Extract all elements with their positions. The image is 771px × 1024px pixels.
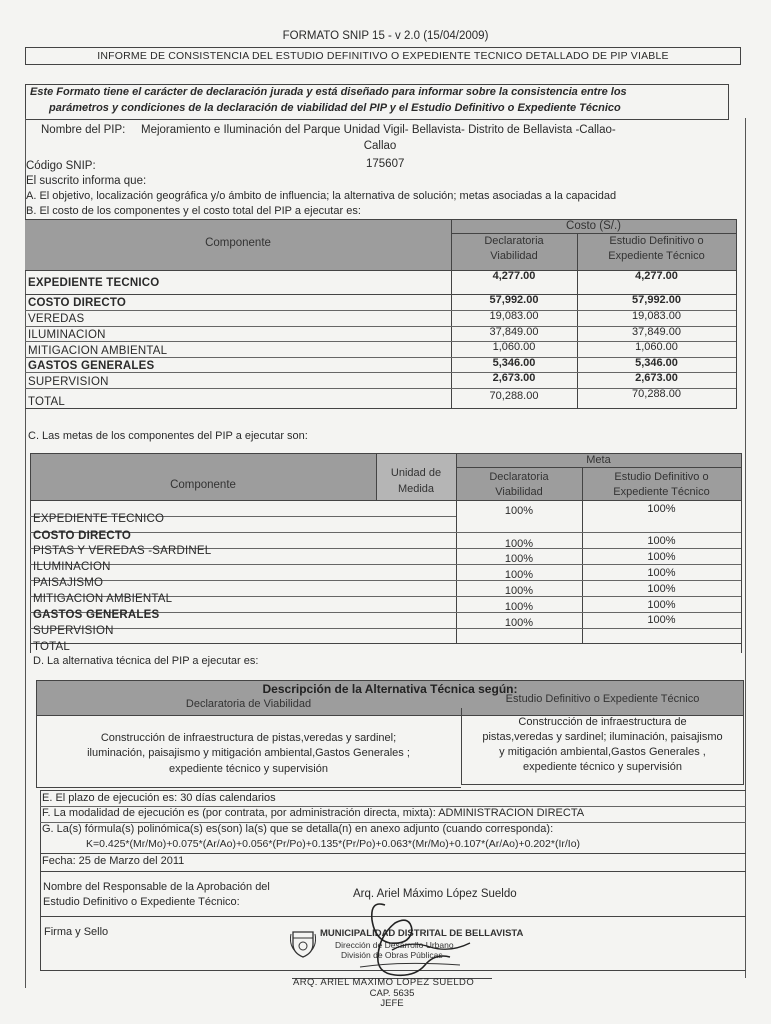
item-a-text: A. El objetivo, localización geográfica y/o ámbito de influencia; la alternativa de solución; metas asociadas a la capacidad [26, 190, 617, 202]
alternative-decl-line-1: Construcción de infraestructura de pistas,veredas y sardinel; [100, 732, 397, 744]
report-title-box [25, 47, 741, 65]
goals-row-decl: 100% [504, 538, 534, 550]
stamp-cap: CAP. 5635 [369, 988, 415, 999]
cost-col-est-1: Estudio Definitivo o [609, 235, 704, 247]
informs-text: El suscrito informa que: [26, 175, 147, 187]
alternative-decl-line-2: iluminación, paisajismo y mitigación ambiental,Gastos Generales ; [87, 747, 410, 759]
goals-row-label: GASTOS GENERALES [33, 609, 160, 621]
cost-row-label: EXPEDIENTE TECNICO [28, 277, 160, 289]
responsible-label-2: Estudio Definitivo o Expediente Técnico: [43, 896, 240, 908]
goals-col-unit-2: Medida [397, 483, 435, 495]
goals-row-label: TOTAL [33, 641, 70, 653]
stamp-line-2: Dirección de Desarrollo Urbano [335, 940, 454, 950]
goals-row-decl: 100% [504, 617, 534, 629]
stamp-line-3: División de Obras Públicas [341, 950, 443, 960]
goals-row-est: 100% [647, 535, 676, 547]
goals-col-component: Componente [170, 479, 236, 491]
goals-row-label: SUPERVISION [33, 625, 114, 637]
execution-modality: F. La modalidad de ejecución es (por contrata, por administración directa, mixta): ADMINISTRACION DIRECTA [42, 807, 585, 819]
cost-row-decl: 1,060.00 [492, 341, 536, 353]
cost-row-label: MITIGACION AMBIENTAL [28, 345, 168, 357]
cost-row-label: TOTAL [28, 396, 65, 408]
cost-row-decl: 19,083.00 [489, 310, 539, 322]
goals-row-label: EXPEDIENTE TECNICO [33, 513, 165, 525]
intro-line-2: parámetros y condiciones de la declaración de viabilidad del PIP y el Estudio Definitivo o Expediente Técnico [49, 102, 621, 114]
goals-col-est-2: Expediente Técnico [613, 486, 710, 498]
polynomial-formula: K=0.425*(Mr/Mo)+0.075*(Ar/Ao)+0.056*(Pr/Po)+0.135*(Pr/Po)+0.063*(Mr/Mo)+0.107*(Ar/Ao)+0.202*(Ir/Io) [86, 838, 581, 850]
goals-row-label: PISTAS Y VEREDAS -SARDINEL [33, 545, 212, 557]
cost-col-cost: Costo (S/.) [566, 220, 621, 232]
frame-right [745, 118, 746, 978]
pip-name-label: Nombre del PIP: [41, 124, 126, 136]
responsible-name: Arq. Ariel Máximo López Sueldo [353, 888, 517, 900]
goals-col-decl-2: Viabilidad [495, 486, 543, 498]
cost-row-est: 2,673.00 [635, 372, 678, 384]
cost-row-decl: 4,277.00 [492, 270, 536, 282]
pip-name-line-2: Callao [363, 140, 397, 152]
pip-name-line-1: Mejoramiento e Iluminación del Parque Unidad Vigil- Bellavista- Distrito de Bellavista -Callao- [141, 124, 616, 136]
item-b-text: B. El costo de los componentes y el costo total del PIP a ejecutar es: [26, 205, 361, 217]
goals-row-label: ILUMINACION [33, 561, 111, 573]
goals-row-decl: 100% [504, 585, 534, 597]
alternative-col-decl: Declaratoria de Viabilidad [185, 698, 312, 710]
cost-row-decl: 37,849.00 [489, 326, 539, 338]
cost-col-est-2: Expediente Técnico [608, 250, 705, 262]
goals-col-decl-1: Declaratoria [489, 471, 549, 483]
stamp-role: JEFE [380, 998, 404, 1009]
cost-row-est: 19,083.00 [632, 310, 681, 322]
cost-row-label: SUPERVISION [28, 376, 109, 388]
alternative-intro: D. La alternativa técnica del PIP a ejecutar es: [33, 655, 259, 667]
cost-row-label: ILUMINACION [28, 329, 106, 341]
goals-row-label: MITIGACION AMBIENTAL [33, 593, 173, 605]
polynomial-formula-label: G. La(s) fórmula(s) polinómica(s) es(son) la(s) que se detalla(n) en anexo adjunto (cuando corresponda): [42, 823, 554, 835]
cost-row-est: 57,992.00 [632, 294, 681, 306]
cost-row-est: 37,849.00 [632, 326, 681, 338]
cost-row-label: COSTO DIRECTO [28, 297, 127, 309]
alternative-est-line-4: expediente técnico y supervisión [523, 761, 682, 773]
goals-row-label: PAISAJISMO [33, 577, 104, 589]
cost-row-label: GASTOS GENERALES [28, 360, 155, 372]
cost-row-est: 70,288.00 [632, 388, 681, 400]
cost-row-est: 5,346.00 [635, 357, 678, 369]
goals-header-component-cell [30, 453, 376, 500]
alternative-est-line-1: Construcción de infraestructura de [518, 716, 687, 728]
stamp-name: ARQ. ARIEL MAXIMO LOPEZ SUELDO [293, 977, 475, 988]
goals-col-est-1: Estudio Definitivo o [614, 471, 709, 483]
cost-row-decl: 70,288.00 [489, 390, 539, 402]
alternative-decl-line-3: expediente técnico y supervisión [169, 763, 328, 775]
responsible-label-1: Nombre del Responsable de la Aprobación del [43, 881, 270, 893]
goals-row-decl: 100% [504, 601, 534, 613]
alternative-est-line-2: pistas,veredas y sardinel; iluminación, paisajismo [482, 731, 723, 743]
cost-row-decl: 5,346.00 [492, 357, 536, 369]
goals-intro: C. Las metas de los componentes del PIP a ejecutar son: [28, 430, 308, 442]
snip-code-label: Código SNIP: [26, 160, 96, 172]
execution-term: E. El plazo de ejecución es: 30 días calendarios [42, 792, 276, 804]
cost-col-decl-1: Declaratoria [484, 235, 544, 247]
goals-row-decl: 100% [504, 553, 534, 565]
handwritten-signature [300, 895, 500, 985]
intro-line-1: Este Formato tiene el carácter de declaración jurada y está diseñado para informar sobre la consistencia entre los [30, 86, 627, 98]
goals-row-decl: 100% [504, 505, 534, 517]
goals-row-label: COSTO DIRECTO [33, 530, 132, 542]
cost-row-est: 1,060.00 [635, 341, 678, 353]
format-version: FORMATO SNIP 15 - v 2.0 (15/04/2009) [282, 30, 489, 42]
alternative-table [36, 680, 744, 788]
alternative-col-est: Estudio Definitivo o Expediente Técnico [505, 693, 700, 705]
cost-row-decl: 2,673.00 [492, 372, 536, 384]
snip-code-value: 175607 [366, 158, 405, 170]
cost-col-component: Componente [205, 237, 271, 249]
goals-row-est: 100% [647, 503, 676, 515]
goals-row-est: 100% [647, 551, 676, 563]
report-date: Fecha: 25 de Marzo del 2011 [42, 855, 185, 867]
goals-row-est: 100% [647, 614, 676, 626]
cost-col-decl-2: Viabilidad [490, 250, 538, 262]
goals-col-meta: Meta [586, 454, 611, 466]
goals-row-est: 100% [647, 567, 676, 579]
alternative-est-line-3: y mitigación ambiental,Gastos Generales , [499, 746, 706, 758]
alternative-title: Descripción de la Alternativa Técnica según: [262, 682, 518, 696]
goals-row-est: 100% [647, 583, 676, 595]
signature-label: Firma y Sello [44, 926, 109, 938]
goals-row-decl: 100% [504, 569, 534, 581]
stamp-line-1: MUNICIPALIDAD DISTRITAL DE BELLAVISTA [320, 928, 524, 939]
intro-box [25, 84, 729, 120]
goals-col-unit-1: Unidad de [390, 467, 442, 479]
goals-row-est: 100% [647, 599, 676, 611]
report-title: INFORME DE CONSISTENCIA DEL ESTUDIO DEFINITIVO O EXPEDIENTE TECNICO DETALLADO DE PIP VIABLE [97, 50, 669, 62]
cost-row-est: 4,277.00 [635, 270, 678, 282]
cost-row-decl: 57,992.00 [489, 294, 539, 306]
cost-row-label: VEREDAS [28, 313, 85, 325]
